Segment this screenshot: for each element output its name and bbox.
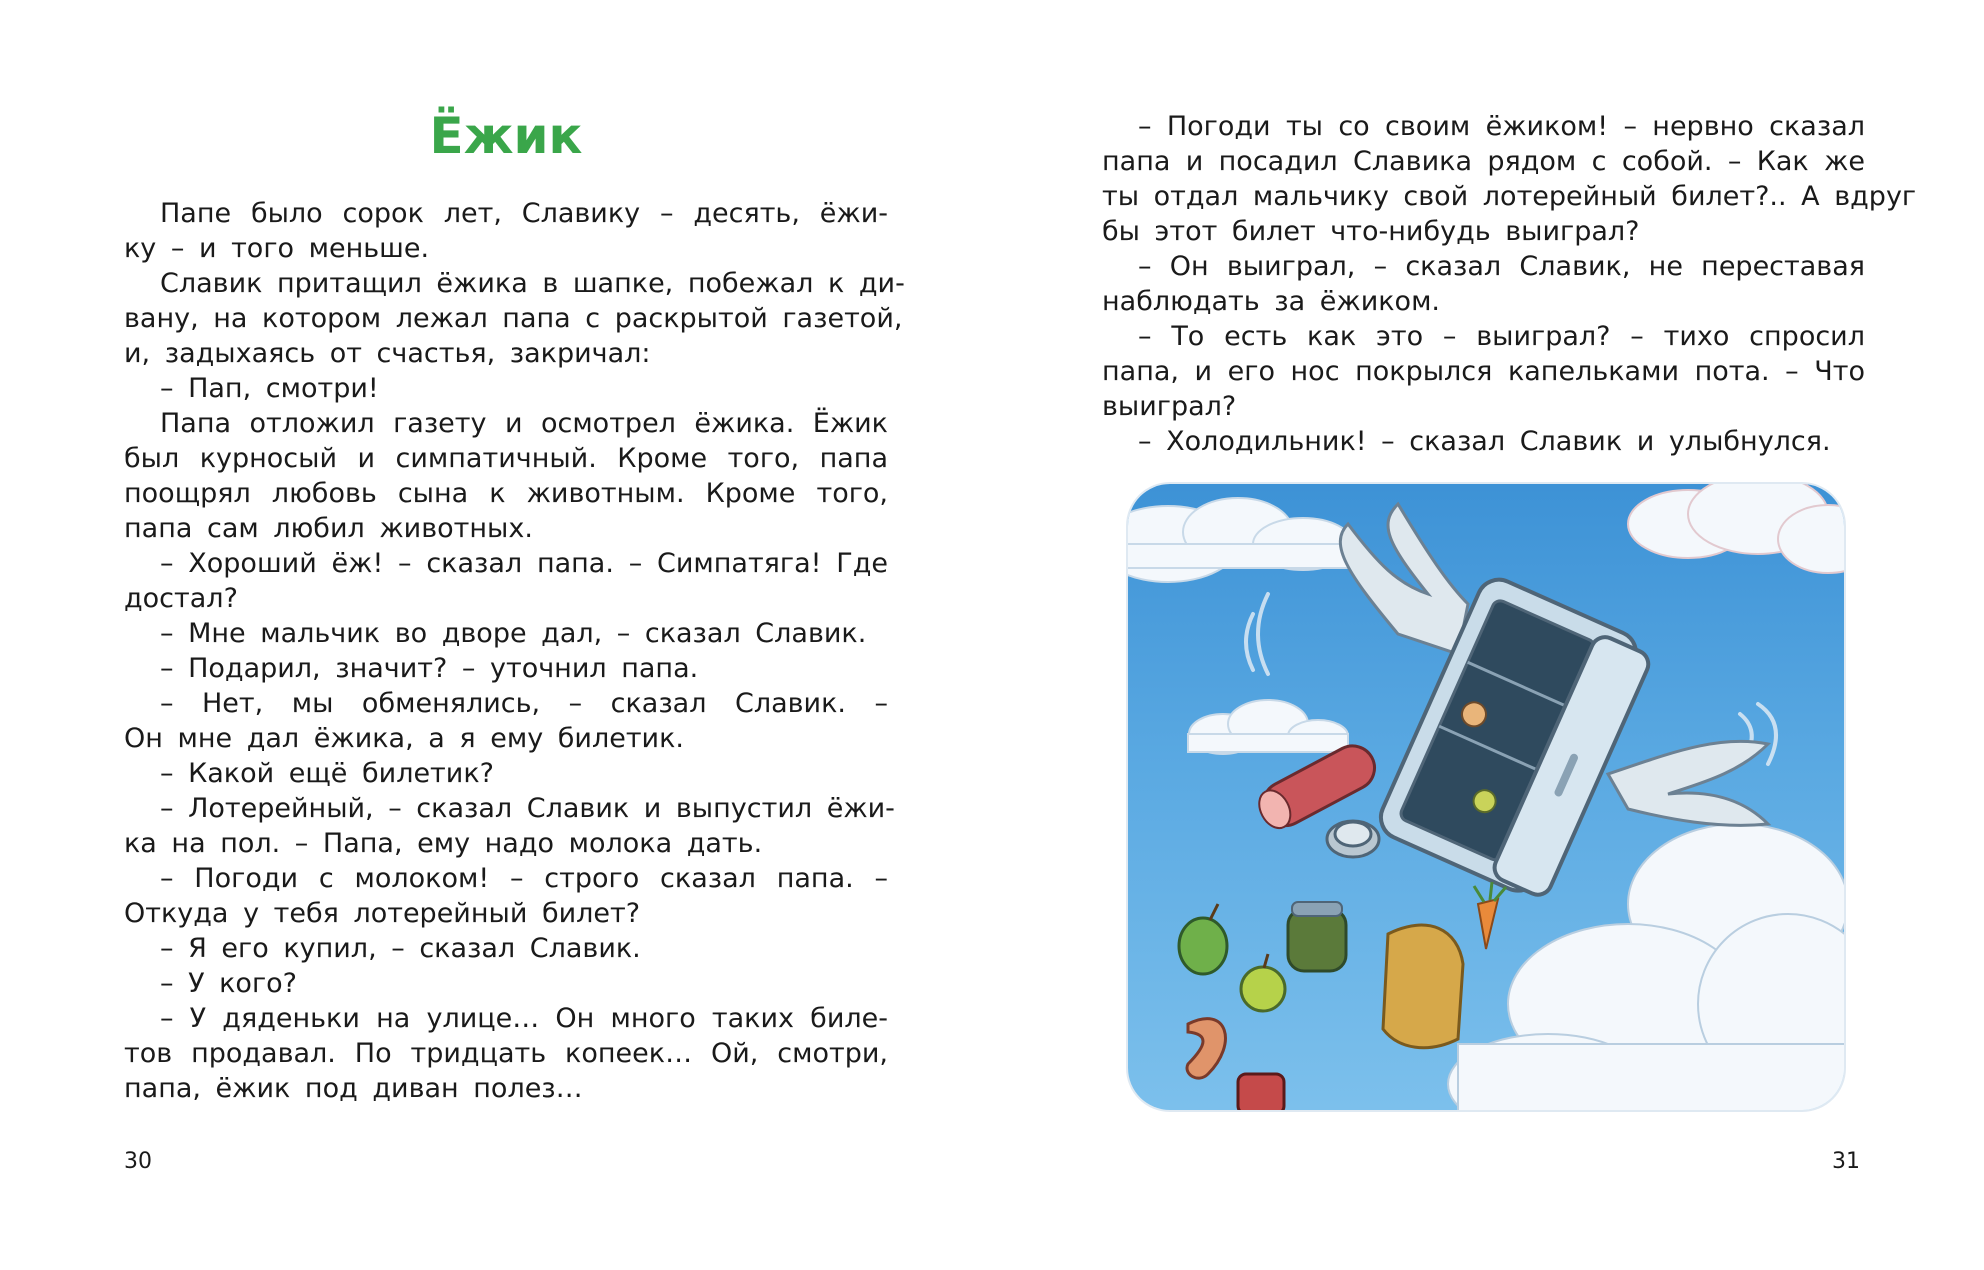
chapter-title: Ёжик [429,107,583,165]
text-line: – Он выиграл, – сказал Славик, не переставая [1138,251,1865,282]
bread [1383,925,1463,1048]
text-line: – Мне мальчик во дворе дал, – сказал Славик. [160,618,867,649]
text-line: был курносый и симпатичный. Кроме того, папа [124,443,888,474]
text-line: папа сам любил животных. [124,513,533,544]
right-page-text [1102,109,1917,459]
text-line: – Лотерейный, – сказал Славик и выпустил ёжи- [160,793,895,824]
text-line: папа, ёжик под диван полез… [124,1073,583,1104]
page-number-left: 30 [124,1149,152,1174]
text-line: папа и посадил Славика рядом с собой. – Как же [1102,146,1865,177]
text-line: бы этот билет что-нибудь выиграл? [1102,216,1640,247]
text-line: ку – и того меньше. [124,233,430,264]
text-line: – Хороший ёж! – сказал папа. – Симпатяга! Где [160,548,888,579]
flying-fridge-illustration [1128,484,1844,1110]
left-page-text [124,196,905,1106]
cloud-top-right [1628,484,1844,573]
text-line: – Подарил, значит? – уточнил папа. [160,653,699,684]
text-line: и, задыхаясь от счастья, закричал: [124,338,651,369]
text-line: Папа отложил газету и осмотрел ёжика. Ёжик [160,408,888,439]
text-line: – То есть как это – выиграл? – тихо спросил [1138,321,1865,352]
text-line: Он мне дал ёжика, а я ему билетик. [124,723,684,754]
text-line: – Нет, мы обменялись, – сказал Славик. – [160,688,888,719]
text-line: папа, и его нос покрылся капельками пота. – Что [1102,356,1865,387]
cloud-top-left [1128,498,1358,582]
tin-bottom [1238,1074,1284,1110]
carrot [1474,882,1506,949]
text-line: – Пап, смотри! [160,373,379,404]
apple [1241,954,1285,1011]
text-line: – Я его купил, – сказал Славик. [160,933,641,964]
text-line: достал? [124,583,238,614]
text-line: – У дяденьки на улице… Он много таких биле- [160,1003,888,1034]
text-line: – Погоди ты со своим ёжиком! – нервно сказал [1138,111,1865,142]
page-number-right: 31 [1832,1149,1860,1174]
sausage-small [1187,1019,1225,1079]
text-line: – Погоди с молоком! – строго сказал папа. – [160,863,888,894]
text-line: – Холодильник! – сказал Славик и улыбнулся. [1138,426,1831,457]
text-line: Откуда у тебя лотерейный билет? [124,898,641,929]
text-line: ка на пол. – Папа, ему надо молока дать. [124,828,763,859]
text-line: выиграл? [1102,391,1237,422]
pear [1179,904,1227,974]
text-line: тов продавал. По тридцать копеек… Ой, смотри, [124,1038,888,1069]
text-line: ты отдал мальчику свой лотерейный билет?.. А вдруг [1102,181,1917,212]
right-page [992,0,1984,1270]
can [1327,821,1379,857]
wing-right [1608,741,1768,825]
text-line: Папе было сорок лет, Славику – десять, ёжи- [160,198,888,229]
text-line: Славик притащил ёжика в шапке, побежал к ди- [160,268,905,299]
text-line: – У кого? [160,968,297,999]
text-line: вану, на котором лежал папа с раскрытой газетой, [124,303,903,334]
wing-left [1340,504,1468,654]
text-line: – Какой ещё билетик? [160,758,494,789]
text-line: наблюдать за ёжиком. [1102,286,1441,317]
jar [1288,902,1346,971]
text-line: поощрял любовь сына к животным. Кроме того, [124,478,888,509]
cloud-small [1188,700,1348,754]
